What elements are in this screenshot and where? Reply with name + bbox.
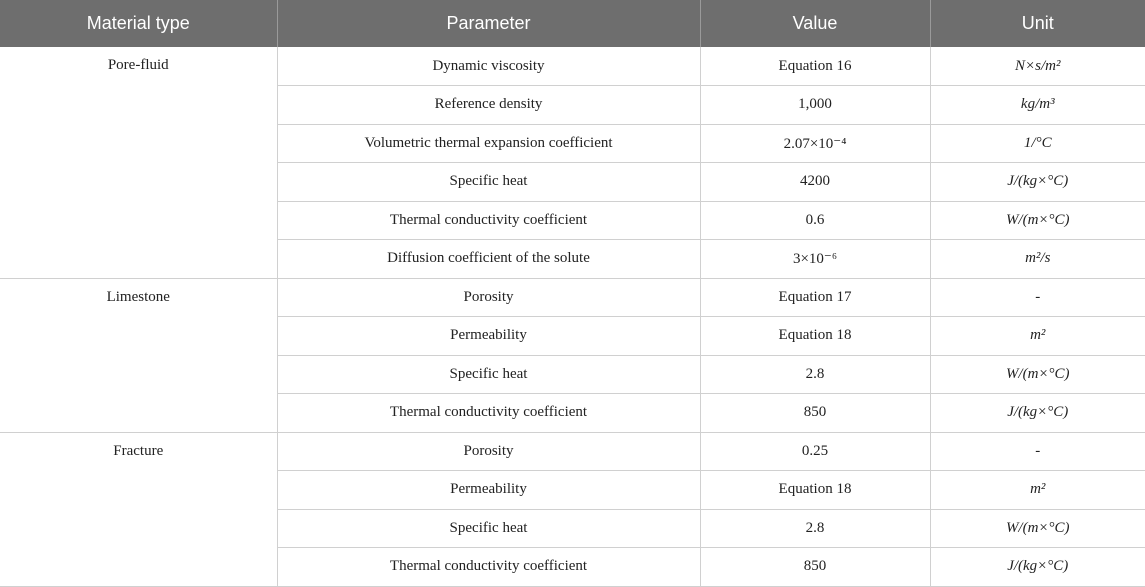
unit-cell: J/(kg×°C) (930, 394, 1145, 433)
unit-cell: W/(m×°C) (930, 355, 1145, 394)
header-value: Value (700, 0, 930, 47)
unit-cell: m² (930, 471, 1145, 510)
value-cell: 850 (700, 548, 930, 587)
value-cell: 3×10⁻⁶ (700, 240, 930, 279)
value-cell: 2.8 (700, 355, 930, 394)
unit-cell: kg/m³ (930, 86, 1145, 125)
material-cell-limestone: Limestone (0, 278, 277, 432)
parameter-cell: Diffusion coefficient of the solute (277, 240, 700, 279)
material-cell-fracture: Fracture (0, 432, 277, 586)
value-cell: Equation 18 (700, 317, 930, 356)
unit-cell: J/(kg×°C) (930, 548, 1145, 587)
parameter-cell: Thermal conductivity coefficient (277, 394, 700, 433)
parameter-cell: Porosity (277, 278, 700, 317)
unit-cell: N×s/m² (930, 47, 1145, 86)
parameter-cell: Specific heat (277, 163, 700, 202)
value-cell: 0.6 (700, 201, 930, 240)
unit-cell: J/(kg×°C) (930, 163, 1145, 202)
parameter-cell: Thermal conductivity coefficient (277, 548, 700, 587)
value-cell: Equation 17 (700, 278, 930, 317)
parameter-cell: Reference density (277, 86, 700, 125)
unit-cell: m²/s (930, 240, 1145, 279)
parameter-cell: Specific heat (277, 355, 700, 394)
unit-cell: m² (930, 317, 1145, 356)
value-cell: Equation 18 (700, 471, 930, 510)
table-row (0, 47, 1145, 86)
header-row (0, 0, 1145, 47)
parameter-cell: Permeability (277, 317, 700, 356)
parameter-cell: Thermal conductivity coefficient (277, 201, 700, 240)
parameter-cell: Permeability (277, 471, 700, 510)
value-cell: 4200 (700, 163, 930, 202)
material-cell-pore-fluid: Pore-fluid (0, 47, 277, 278)
unit-cell: - (930, 278, 1145, 317)
table-row (0, 432, 1145, 471)
header-unit: Unit (930, 0, 1145, 47)
value-cell: 0.25 (700, 432, 930, 471)
table-body (0, 47, 1145, 586)
value-cell: 1,000 (700, 86, 930, 125)
unit-cell: W/(m×°C) (930, 201, 1145, 240)
parameter-cell: Volumetric thermal expansion coefficient (277, 124, 700, 163)
unit-cell: W/(m×°C) (930, 509, 1145, 548)
value-cell: 2.8 (700, 509, 930, 548)
table-header (0, 0, 1145, 47)
table-row (0, 278, 1145, 317)
value-cell: 2.07×10⁻⁴ (700, 124, 930, 163)
value-cell: Equation 16 (700, 47, 930, 86)
header-material-type: Material type (0, 0, 277, 47)
parameter-cell: Porosity (277, 432, 700, 471)
parameter-cell: Dynamic viscosity (277, 47, 700, 86)
unit-cell: 1/°C (930, 124, 1145, 163)
header-parameter: Parameter (277, 0, 700, 47)
unit-cell: - (930, 432, 1145, 471)
parameter-cell: Specific heat (277, 509, 700, 548)
value-cell: 850 (700, 394, 930, 433)
